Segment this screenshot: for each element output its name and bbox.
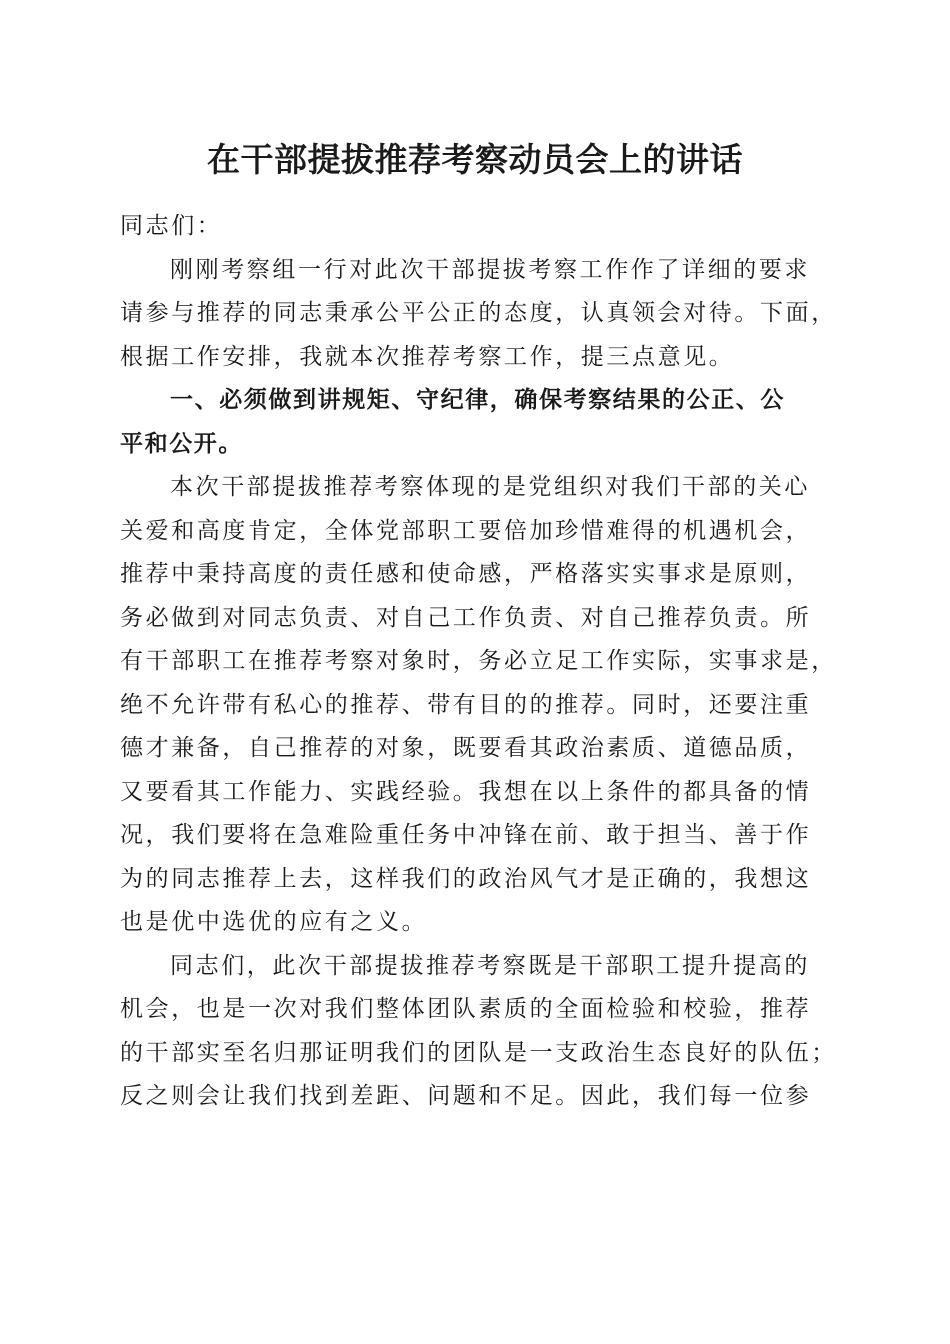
paragraph-2-line: 也是优中选优的应有之义。 [120, 909, 428, 935]
paragraph-3-line: 的干部实至名归那证明我们的团队是一支政治生态良好的队伍； [120, 1039, 837, 1066]
document-body [120, 205, 837, 1119]
document-title: 在干部提拔推荐考察动员会上的讲话 [207, 140, 743, 179]
paragraph-2-line: 推荐中秉持高度的责任感和使命感，严格落实实事求是原则， [120, 561, 812, 587]
section-heading-1 [120, 379, 832, 466]
paragraph-2-line: 务必做到对同志负责、对自己工作负责、对自己推荐负责。所 [120, 604, 812, 631]
paragraph-2-line: 有干部职工在推荐考察对象时，务必立足工作实际，实事求是， [120, 648, 837, 674]
section-heading-line: 平和公开。 [120, 430, 243, 457]
paragraph-1-line: 根据工作安排，我就本次推荐考察工作，提三点意见。 [120, 343, 735, 370]
paragraph-2 [120, 466, 837, 945]
paragraph-2-line: 绝不允许带有私心的推荐、带有目的的推荐。同时，还要注重 [120, 691, 812, 718]
paragraph-2-line: 为的同志推荐上去，这样我们的政治风气才是正确的，我想这 [120, 865, 812, 892]
paragraph-2-line: 关爱和高度肯定，全体党部职工要倍加珍惜难得的机遇机会， [120, 517, 812, 544]
paragraph-1 [120, 249, 837, 380]
paragraph-2-line: 本次干部提拔推荐考察体现的是党组织对我们干部的关心 [170, 474, 810, 500]
section-heading-line: 一、必须做到讲规矩、守纪律，确保考察结果的公正、公 [170, 387, 785, 413]
paragraph-1-line: 请参与推荐的同志秉承公平公正的态度，认真领会对待。下面， [120, 300, 837, 326]
paragraph-1-line: 刚刚考察组一行对此次干部提拔考察工作作了详细的要求 [170, 256, 810, 283]
paragraph-2-line: 德才兼备，自己推荐的对象，既要看其政治素质、道德品质， [120, 735, 812, 761]
paragraph-3-line: 反之则会让我们找到差距、问题和不足。因此，我们每一位参 [120, 1083, 812, 1109]
paragraph-3-line: 机会，也是一次对我们整体团队素质的全面检验和校验，推荐 [120, 996, 812, 1022]
greeting: 同志们： [120, 213, 223, 239]
paragraph-2-line: 况，我们要将在急难险重任务中冲锋在前、敢于担当、善于作 [120, 822, 812, 848]
paragraph-3 [120, 945, 837, 1119]
paragraph-3-line: 同志们，此次干部提拔推荐考察既是干部职工提升提高的 [170, 952, 810, 979]
paragraph-2-line: 又要看其工作能力、实践经验。我想在以上条件的都具备的情 [120, 778, 812, 805]
